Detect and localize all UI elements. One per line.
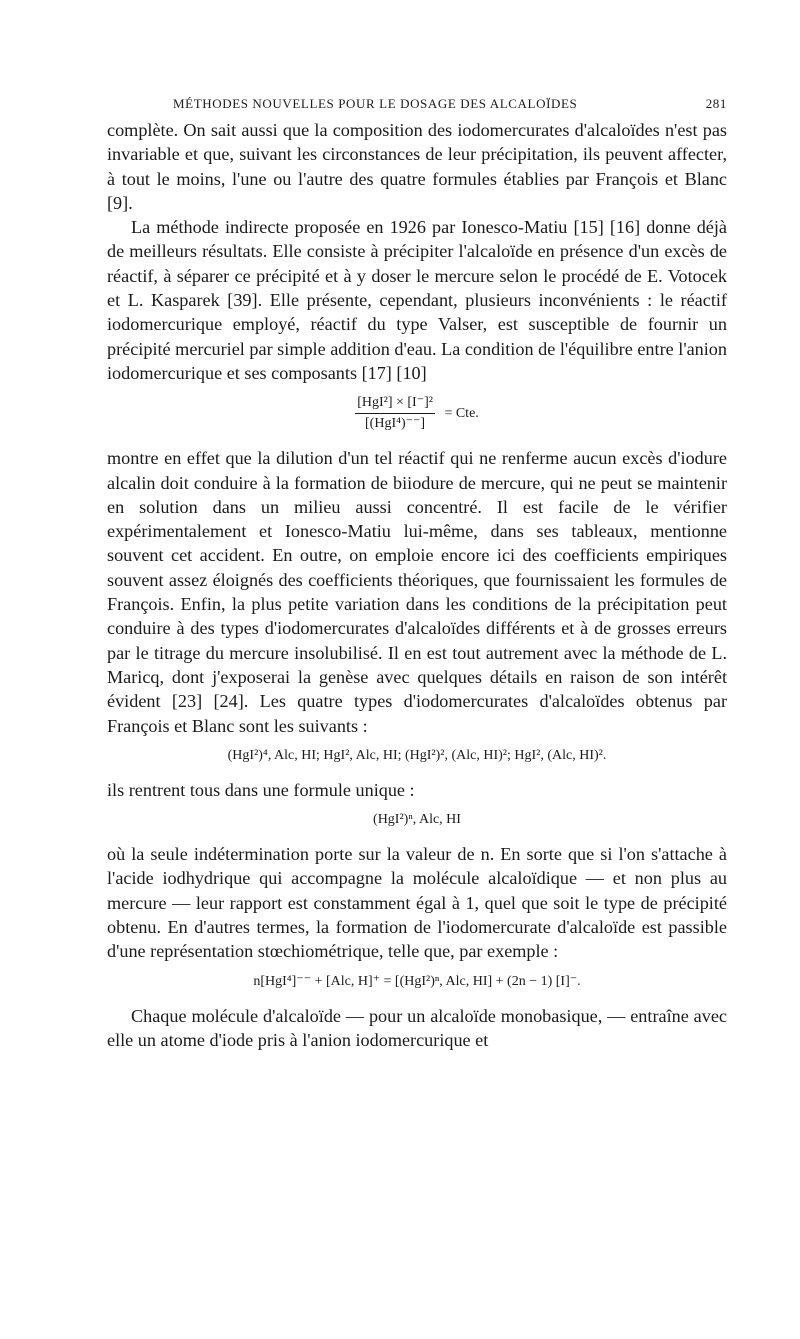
paragraph-3: montre en effet que la dilution d'un tel réactif qui ne renferme aucun excès d'iodure alcalin doit conduire à la formation de biiodure de mercure, qui ne peut se maintenir en solution dans un milieu aussi concentré. Il est facile de le vérifier expérimentalement et Ionesco-Matiu lui-même, dans ses tableaux, mentionne souvent cet accident. En outre, on emploie encore ici des coefficients empiriques souvent assez éloignés des coefficients théoriques, que fournissaient les formules de François. Enfin, la plus petite variation dans les conditions de la précipitation peut conduire à des types d'iodomercurates d'alcaloïdes différents et à de grosses erreurs par le titrage du mercure insolubilisé. Il en est tout autrement avec la méthode de L. Maricq, dont j'exposerai la genèse avec quelques détails en raison de son intérêt évident [23] [24]. Les quatre types d'iodomercurates d'alcaloïdes obtenus par François et Blanc sont les suivants : xyxy=(107,448,727,736)
paragraph-2: La méthode indirecte proposée en 1926 par Ionesco-Matiu [15] [16] donne déjà de meilleurs résultats. Elle consiste à précipiter l'alcaloïde en présence d'un excès de réactif, à séparer ce précipité et à y doser le mercure selon le procédé de E. Votocek et L. Kasparek [39]. Elle présente, cependant, plusieurs inconvénients : le réactif iodomercurique employé, réactif du type Valser, est susceptible de fournir un précipité mercuriel par simple addition d'eau. La condition de l'équilibre entre l'anion iodomercurique et ses composants [17] [10] xyxy=(107,217,727,383)
equilibrium-formula xyxy=(107,393,727,434)
equilibrium-fraction xyxy=(355,393,435,434)
book-page xyxy=(107,96,727,1052)
equilibrium-numerator: [HgI²] × [I⁻]² xyxy=(355,393,435,414)
running-title: MÉTHODES NOUVELLES POUR LE DOSAGE DES ALCALOÏDES xyxy=(173,96,578,111)
reaction-formula: n[HgI⁴]⁻⁻ + [Alc, H]⁺ = [(HgI²)ⁿ, Alc, HI] + (2n − 1) [I]⁻. xyxy=(253,973,581,989)
paragraph-6: Chaque molécule d'alcaloïde — pour un alcaloïde monobasique, — entraîne avec elle un atome d'iode pris à l'anion iodomercurique et xyxy=(107,1005,727,1050)
unique-formula: (HgI²)ⁿ, Alc, HI xyxy=(373,812,461,828)
equilibrium-rhs: = Cte. xyxy=(444,405,479,421)
four-types-formula: (HgI²)⁴, Alc, HI; HgI², Alc, HI; (HgI²)², (Alc, HI)²; HgI², (Alc, HI)². xyxy=(227,747,607,763)
equilibrium-denominator: [(HgI⁴)⁻⁻] xyxy=(365,416,426,432)
paragraph-4: ils rentrent tous dans une formule unique : xyxy=(107,779,415,800)
running-header xyxy=(173,96,727,112)
paragraph-1: complète. On sait aussi que la composition des iodomercurates d'alcaloïdes n'est pas invariable et que, suivant les circonstances de leur précipitation, ils peuvent affecter, à tout le moins, l'une ou l'autre des quatre formules établies par François et Blanc [9]. xyxy=(107,120,727,213)
paragraph-5: où la seule indétermination porte sur la valeur de n. En sorte que si l'on s'attache à l'acide iodhydrique qui accompagne la molécule alcaloïdique — et non plus au mercure — leur rapport est constamment égal à 1, quel que soit le type de précipité obtenu. En d'autres termes, la formation de l'iodomercurate d'alcaloïde est passible d'une représentation stœchiométrique, telle que, par exemple : xyxy=(107,844,727,962)
page-number: 281 xyxy=(705,96,727,111)
